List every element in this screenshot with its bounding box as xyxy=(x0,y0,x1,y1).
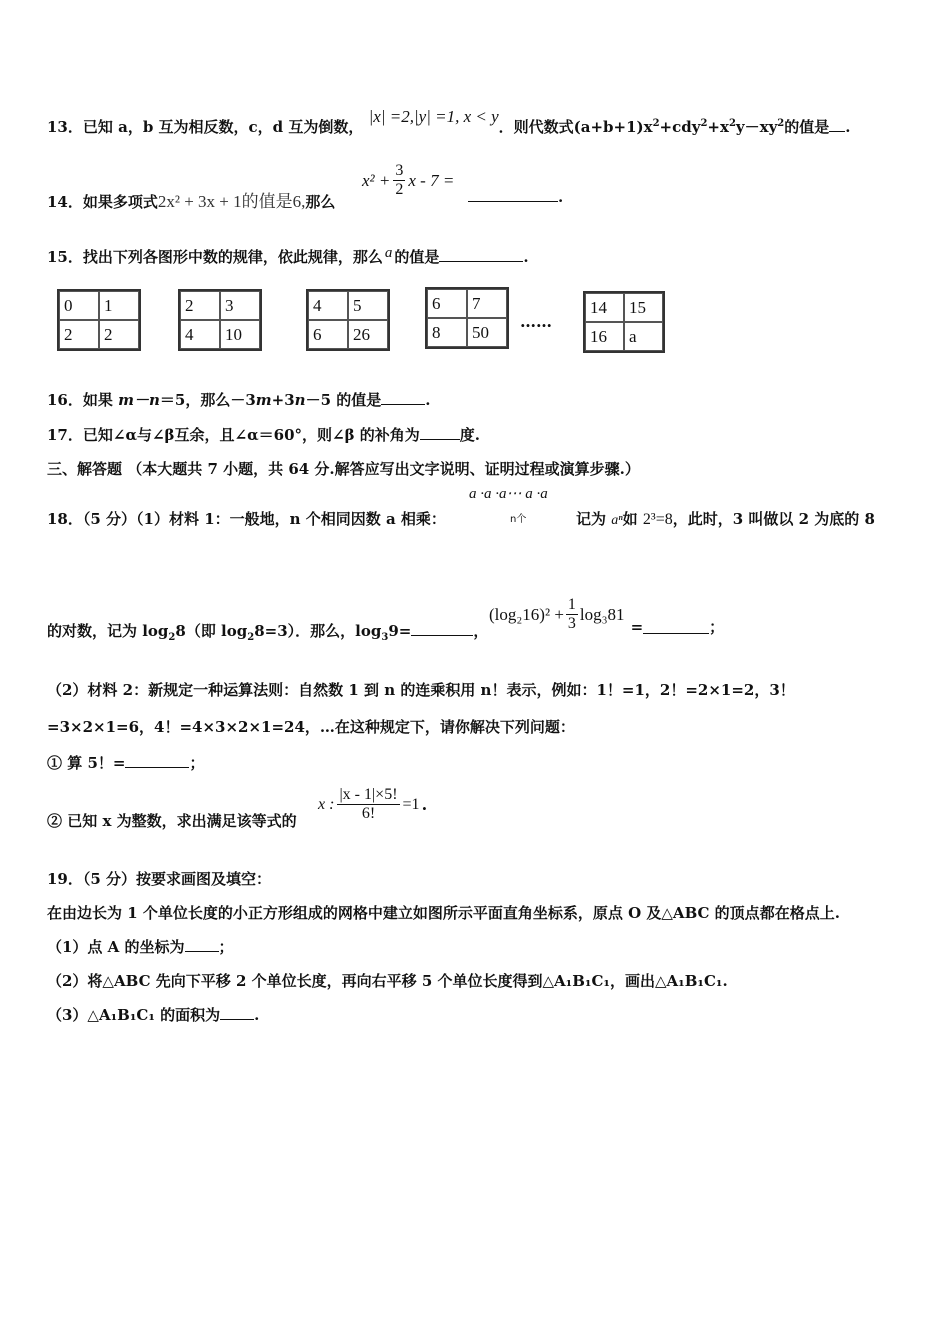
q16-text-c: +3 xyxy=(271,391,295,409)
q14-end: . xyxy=(558,188,564,206)
q18-c2-x: x : xyxy=(318,795,335,813)
grid-cell: 2 xyxy=(59,320,99,349)
q18-subquestion-1 xyxy=(47,752,204,773)
q16-var-m: m xyxy=(255,391,272,409)
number-grid-2 xyxy=(178,289,262,351)
q19-part-3 xyxy=(47,1004,259,1025)
q18-semicolon: ； xyxy=(709,618,725,636)
q19-p3-text: （3）△A₁B₁C₁ 的面积为 xyxy=(47,1006,221,1024)
q16-answer-blank xyxy=(381,390,425,405)
q18-example: 2³=8 xyxy=(642,511,673,528)
grid-cell: 14 xyxy=(585,293,624,322)
q13-expression-b: +cdy xyxy=(659,118,701,136)
grid-cell: 1 xyxy=(99,291,139,320)
q18-subscript: 3 xyxy=(381,632,389,643)
q15-variable: a xyxy=(384,245,393,261)
q19-p1-answer-blank xyxy=(185,937,219,952)
q15-text: 15．找出下列各图形中数的规律，依此规律，那么 xyxy=(47,248,383,266)
q13-expression-d: y－xy xyxy=(735,118,778,136)
q13-expression-c: +x xyxy=(707,118,729,136)
grid-ellipsis: …… xyxy=(520,312,552,331)
q19-description: 在由边长为 1 个单位长度的小正方形组成的网格中建立如图所示平面直角坐标系，原点 O 及△ABC 的顶点都在格点上. xyxy=(47,904,840,922)
grid-cell: 8 xyxy=(427,318,467,347)
q13-expression-a: ．则代数式(a+b+1)x xyxy=(498,118,653,136)
q18-material-2-line2: =3×2×1=6，4！=4×3×2×1=24，…在这种规定下，请你解决下列问题： xyxy=(47,718,575,736)
q18-material-1: 18．（5 分）（1）材料 1：一般地，n 个相同因数 a 相乘： xyxy=(47,510,446,528)
q18-c1-text: ① 算 5！= xyxy=(47,754,126,772)
q18-c2-equals-one: =1 xyxy=(402,795,420,813)
question-18-line2 xyxy=(47,620,488,643)
question-13: 13．已知 a，b 互为相反数，c，d 互为倒数， |x| =2,|y| =1, x < y．则代数式$(a+b+1)x^2+cdy^2+x^2y-xy^2$的值是 . xyxy=(47,107,851,136)
q17-text: 17．已知∠α与∠β互余，且∠α＝60°，则∠β 的补角为 xyxy=(47,426,420,444)
q14-fraction xyxy=(393,162,405,199)
q18-frac-denominator: 3 xyxy=(567,615,576,632)
q18-subscript: 2 xyxy=(247,632,255,643)
q18-product: a ·a ·a⋯ a ·a xyxy=(469,486,548,502)
q18-log-fraction xyxy=(566,596,578,633)
q18-c2-text: ② 已知 x 为整数，求出满足该等式的 xyxy=(47,812,297,830)
q14-answer xyxy=(468,187,563,206)
q18-power-notation: aⁿ xyxy=(611,513,623,528)
q18-c2-denominator: 6! xyxy=(361,805,376,822)
q18-frac-numerator: 1 xyxy=(567,596,576,613)
q18-line1-rest: ，此时，3 叫做以 2 为底的 8 xyxy=(672,510,875,528)
q16-end: . xyxy=(425,391,431,409)
q14-polynomial: 2x² + 3x + 1的值是6, xyxy=(157,192,306,211)
q19-p1-text: （1）点 A 的坐标为 xyxy=(47,938,185,956)
q14-frac-numerator: 3 xyxy=(395,162,404,179)
q14-then: 那么 xyxy=(305,193,336,211)
q16-var-n: n xyxy=(294,391,306,409)
grid-cell: 6 xyxy=(427,289,467,318)
q18-denote: 记为 xyxy=(576,510,607,528)
q13-text: 13．已知 a，b 互为相反数，c，d 互为倒数， xyxy=(47,118,364,136)
grid-cell: 4 xyxy=(308,291,348,320)
q14-expr-a: x² + xyxy=(362,170,391,190)
q18-brace-label: n个 xyxy=(510,514,527,525)
number-grid-3 xyxy=(306,289,390,351)
grid-cell: 2 xyxy=(180,291,220,320)
number-grid-5 xyxy=(583,291,665,353)
question-18-line1 xyxy=(47,508,446,529)
question-16 xyxy=(47,389,430,410)
q15-answer-blank xyxy=(439,247,523,262)
q18-comma: ， xyxy=(473,622,489,640)
q18-equals: = xyxy=(630,617,644,636)
q13-ask: 的值是 xyxy=(784,118,830,136)
q18-c2-fraction xyxy=(337,786,399,823)
grid-cell: 5 xyxy=(348,291,388,320)
section-3-heading: 三、解答题 （本大题共 7 小题，共 64 分.解答应写出文字说明、证明过程或演算步骤.） xyxy=(47,460,640,478)
q19-part-1 xyxy=(47,936,234,957)
grid-cell: 2 xyxy=(99,320,139,349)
q14-answer-blank xyxy=(468,187,558,202)
q16-ask: －5 的值是 xyxy=(305,391,382,409)
grid-cell: 6 xyxy=(308,320,348,349)
number-grid-4 xyxy=(425,287,509,349)
q13-answer-blank xyxy=(829,117,845,132)
grid-cell: 26 xyxy=(348,320,388,349)
q18-log-expr-1: (log₂16)² + xyxy=(489,604,564,624)
q18-for-example: 如 xyxy=(622,510,638,528)
q18-subquestion-2 xyxy=(47,810,297,831)
q18-c2-end: . xyxy=(421,795,428,814)
q17-answer-blank xyxy=(420,425,460,440)
q19-part-2: （2）将△ABC 先向下平移 2 个单位长度，再向右平移 5 个单位长度得到△A₁B₁C₁，画出△A₁B₁C₁. xyxy=(47,972,728,990)
q18-log-text-b: 8（即 log xyxy=(175,622,248,640)
q18-c1-answer-blank xyxy=(125,753,189,768)
q18-log-text-d: 9= xyxy=(388,622,412,640)
question-15 xyxy=(47,246,529,267)
q18-log-text-a: 的对数，记为 log xyxy=(47,622,169,640)
grid-cell: 7 xyxy=(467,289,507,318)
q14-text: 14．如果多项式 xyxy=(47,193,158,211)
q18-line1-tail xyxy=(576,508,875,529)
q14-expression xyxy=(362,162,454,199)
q13-end: . xyxy=(845,118,851,136)
question-17 xyxy=(47,424,480,445)
grid-cell: 15 xyxy=(624,293,663,322)
q14-expr-b: x - 7 = xyxy=(408,170,455,190)
q18-log-text-c: 8=3）．那么，log xyxy=(254,622,382,640)
q18-expr-answer-blank xyxy=(643,619,709,634)
grid-cell: 50 xyxy=(467,318,507,347)
q17-unit: 度. xyxy=(459,426,480,444)
q15-ask: 的值是 xyxy=(394,248,440,266)
q13-abs-condition: |x| =2,|y| =1, x < y xyxy=(368,107,499,126)
grid-cell: 10 xyxy=(220,320,260,349)
q16-text-a: 16．如果 xyxy=(47,391,119,409)
q15-end: . xyxy=(523,248,529,266)
q19-p3-end: . xyxy=(254,1006,260,1024)
q16-expression: m－n xyxy=(118,391,160,409)
question-19-heading: 19．（5 分）按要求画图及填空： xyxy=(47,870,272,888)
q14-frac-denominator: 2 xyxy=(395,181,404,198)
q18-log-expr-2: log₃81 xyxy=(579,604,625,624)
q18-c2-equation xyxy=(318,786,427,823)
q18-subscript: 2 xyxy=(168,632,176,643)
q18-log-answer-blank xyxy=(411,621,473,636)
q19-p3-answer-blank xyxy=(220,1005,254,1020)
q16-text-b: ＝5，那么－3 xyxy=(159,391,256,409)
question-14 xyxy=(47,187,335,212)
q18-material-2-line1: （2）材料 2：新规定一种运算法则：自然数 1 到 n 的连乘积用 n！表示，例如：1！=1，2！=2×1=2，3！ xyxy=(47,681,795,699)
number-grid-1 xyxy=(57,289,141,351)
grid-cell: 4 xyxy=(180,320,220,349)
grid-cell: 3 xyxy=(220,291,260,320)
q19-p1-end: ； xyxy=(218,938,234,956)
q18-log-expression xyxy=(489,596,725,636)
grid-cell: 16 xyxy=(585,322,624,351)
q18-c1-end: ； xyxy=(189,754,205,772)
q18-c2-numerator: |x - 1|×5! xyxy=(339,786,398,803)
grid-cell: a xyxy=(624,322,663,351)
grid-cell: 0 xyxy=(59,291,99,320)
